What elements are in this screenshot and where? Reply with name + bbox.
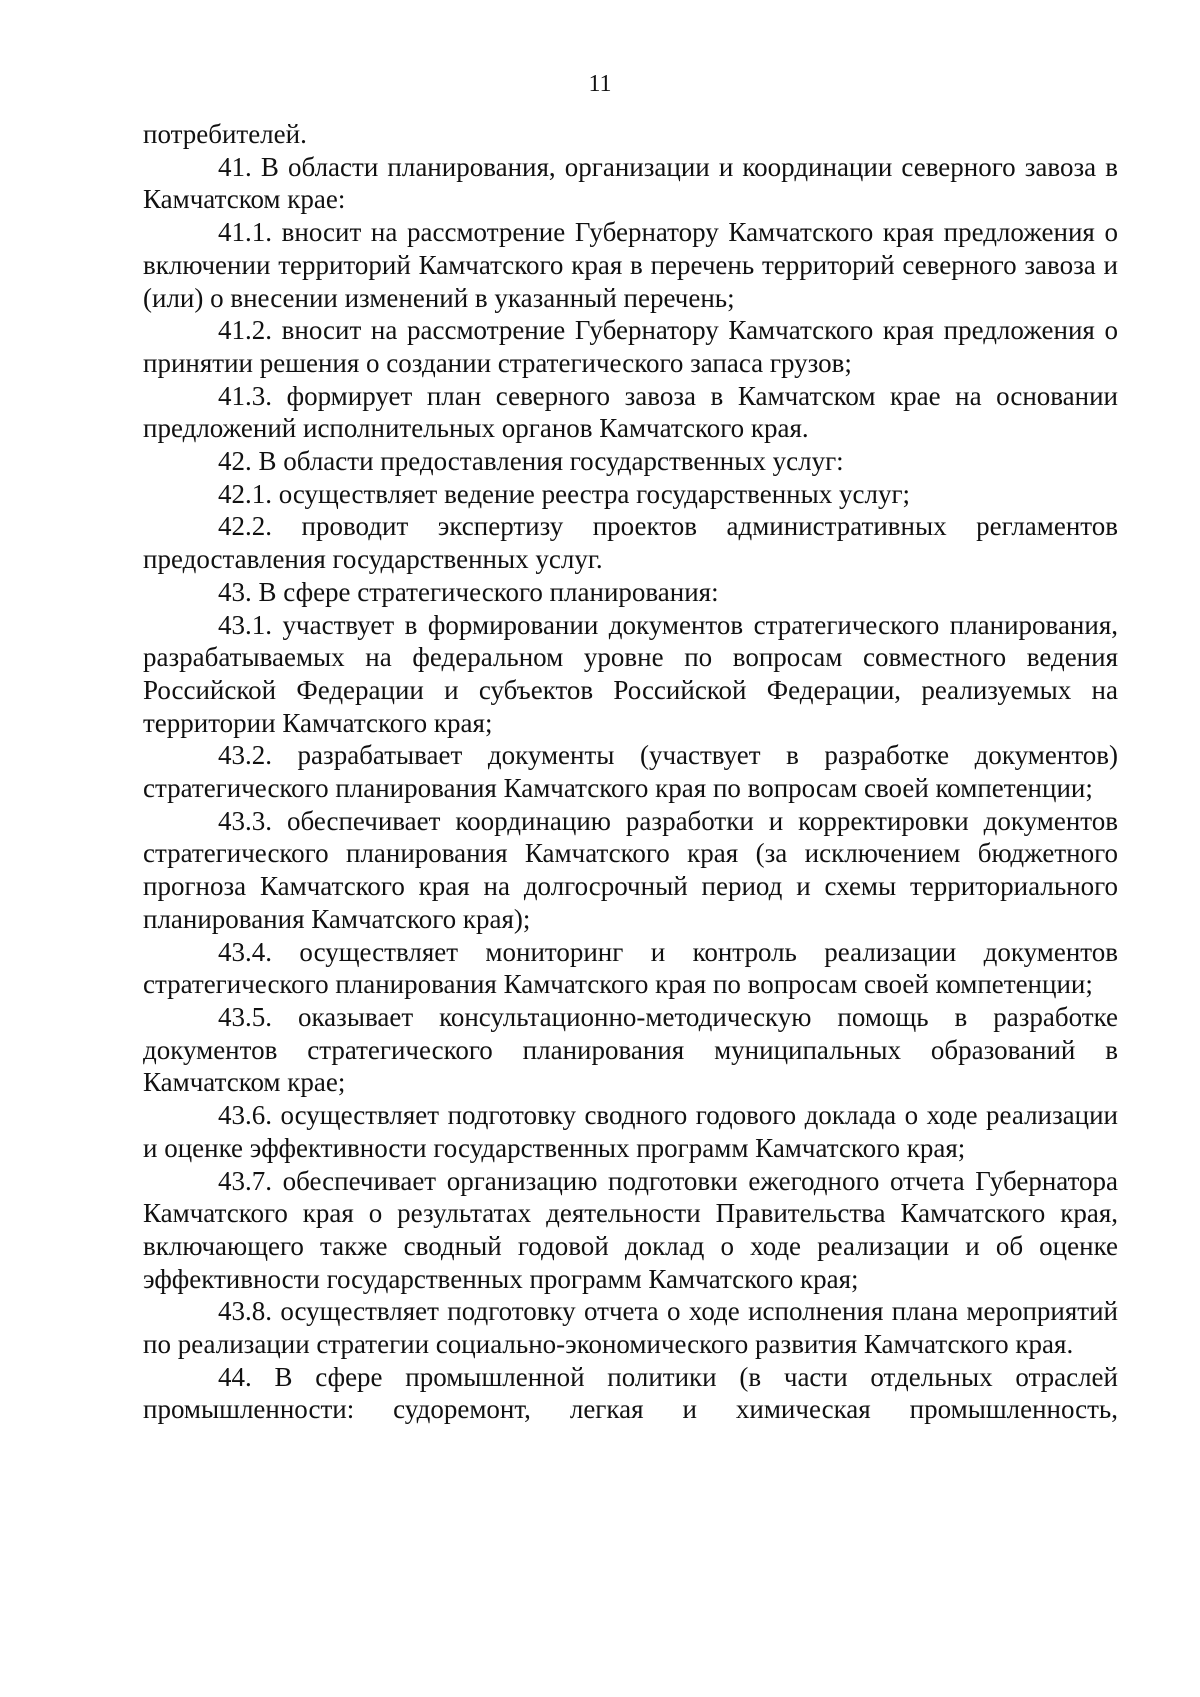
paragraph-42: 42. В области предоставления государственных услуг: bbox=[218, 446, 844, 477]
paragraph-42-2: 42.2. проводит экспертизу проектов административных регламентов предоставления государственных услуг. bbox=[143, 511, 1118, 575]
paragraph-43-7: 43.7. обеспечивает организацию подготовки ежегодного отчета Губернатора Камчатского края о результатах деятельности Правительства Камчатского края, включающего также сводный годовой доклад о ходе реализации и об оценке эффективности государственных программ Камчатского края; bbox=[143, 1165, 1118, 1294]
paragraph-42-1: 42.1. осуществляет ведение реестра государственных услуг; bbox=[218, 478, 911, 509]
paragraph-41: 41. В области планирования, организации и координации северного завоза в Камчатском крае: bbox=[143, 151, 1118, 215]
paragraph-43-5: 43.5. оказывает консультационно-методическую помощь в разработке документов стратегического планирования муниципальных образований в Камчатском крае; bbox=[143, 1001, 1118, 1098]
paragraph-41-1: 41.1. вносит на рассмотрение Губернатору Камчатского края предложения о включении территорий Камчатского края в перечень территорий северного завоза и (или) о внесении изменений в указанный перечень; bbox=[143, 217, 1118, 313]
paragraph-43-8: 43.8. осуществляет подготовку отчета о ходе исполнения плана мероприятий по реализации стратегии социально-экономического развития Камчатского края. bbox=[143, 1296, 1118, 1360]
paragraph-43-4: 43.4. осуществляет мониторинг и контроль реализации документов стратегического планирования Камчатского края по вопросам своей компетенции; bbox=[143, 936, 1118, 1000]
document-body bbox=[143, 118, 1118, 1426]
paragraph-43-6: 43.6. осуществляет подготовку сводного годового доклада о ходе реализации и оценке эффективности государственных программ Камчатского края; bbox=[143, 1100, 1118, 1163]
paragraph-43-2: 43.2. разрабатывает документы (участвует в разработке документов) стратегического планирования Камчатского края по вопросам своей компетенции; bbox=[143, 740, 1118, 804]
paragraph-41-3: 41.3. формирует план северного завоза в Камчатском крае на основании предложений исполнительных органов Камчатского края. bbox=[143, 380, 1118, 444]
paragraph-44: 44. В сфере промышленной политики (в части отдельных отраслей промышленности: судоремонт, легкая и химическая промышленность, bbox=[143, 1361, 1118, 1425]
paragraph-43-3: 43.3. обеспечивает координацию разработки и корректировки документов стратегического планирования Камчатского края (за исключением бюджетного прогноза Камчатского края на долгосрочный период и схемы территориального планирования Камчатского края); bbox=[143, 805, 1118, 934]
paragraph-41-2: 41.2. вносит на рассмотрение Губернатору Камчатского края предложения о принятии решения о создании стратегического запаса грузов; bbox=[143, 315, 1118, 378]
paragraph-43: 43. В сфере стратегического планирования: bbox=[218, 576, 719, 607]
page-number: 11 bbox=[588, 71, 612, 97]
paragraph-43-1: 43.1. участвует в формировании документов стратегического планирования, разрабатываемых на федеральном уровне по вопросам совместного ведения Российской Федерации и субъектов Российской Федерации, реализуемых на территории Камчатского края; bbox=[143, 609, 1118, 738]
paragraph-continuation: потребителей. bbox=[143, 119, 307, 149]
